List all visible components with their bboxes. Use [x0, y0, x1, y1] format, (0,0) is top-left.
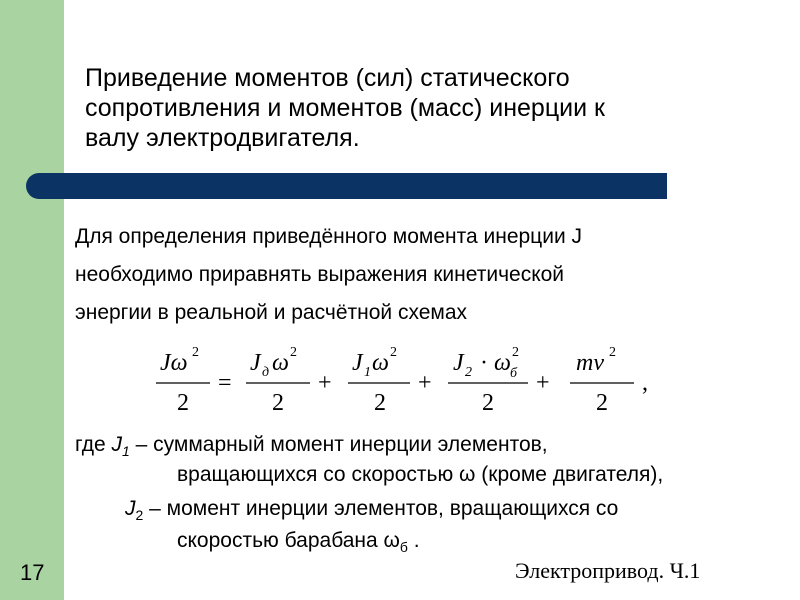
term4-j: J: [453, 350, 464, 376]
term4-sub: 2: [465, 365, 472, 380]
intro-paragraph: [75, 218, 775, 332]
j2-description: – момент инерции элементов, вращающихся со: [143, 497, 619, 520]
definition-line-3: [125, 496, 618, 528]
definition-line-2: [177, 462, 663, 488]
definition-prefix: где: [75, 433, 112, 456]
title-line-1: Приведение моментов (сил) статического: [85, 64, 570, 92]
definition-end: .: [407, 529, 420, 552]
formula-term-3: [348, 345, 410, 416]
j1-symbol: J: [111, 433, 122, 456]
term2-sub: д: [262, 365, 270, 380]
term4-omega: ω: [494, 350, 511, 376]
term4-sup: 2: [512, 345, 519, 360]
formula-plus-2: +: [418, 370, 432, 396]
j2-description-cont: скоростью барабана ω: [177, 529, 400, 552]
formula-equals: =: [218, 370, 232, 396]
intro-line-1: Для определения приведённого момента инерции J: [75, 225, 583, 248]
course-footer: Электропривод. Ч.1: [515, 558, 701, 583]
slide-title: [85, 63, 775, 153]
kinetic-energy-formula: [150, 340, 670, 420]
formula-plus-3: +: [536, 370, 550, 396]
j1-subscript: 1: [121, 443, 130, 460]
j1-description-cont: вращающихся со скоростью ω (кроме двигателя),: [177, 463, 664, 486]
definition-line-4: [177, 528, 420, 560]
formula-term-1: [156, 345, 210, 416]
term4-denominator: 2: [482, 390, 494, 416]
j1-description: – суммарный момент инерции элементов,: [129, 433, 548, 456]
page-number: 17: [20, 560, 45, 585]
j2-symbol: J: [125, 497, 136, 520]
intro-line-2: необходимо приравнять выражения кинетической: [75, 263, 565, 286]
term5-sup: 2: [609, 345, 616, 360]
term4-omega-sub: б: [510, 366, 518, 381]
formula-term-2: [246, 345, 310, 416]
term5-numerator: mv: [576, 350, 604, 376]
term5-denominator: 2: [596, 390, 608, 416]
term2-denominator: 2: [272, 390, 284, 416]
term3-sub: 1: [364, 365, 371, 380]
title-divider-bar: [26, 173, 667, 199]
title-divider-bar-end: [655, 173, 667, 199]
term2-j: J: [250, 350, 261, 376]
term4-dot: ·: [480, 350, 488, 376]
term3-sup: 2: [390, 345, 397, 360]
term3-j: J: [352, 350, 363, 376]
term1-numerator: Jω: [160, 350, 188, 376]
term2-sup: 2: [290, 345, 297, 360]
definition-line-1: [75, 432, 548, 464]
term2-omega: ω: [272, 350, 289, 376]
j2-subscript: 2: [135, 507, 144, 524]
term3-omega: ω: [372, 350, 389, 376]
intro-line-3: энергии в реальной и расчётной схемах: [75, 301, 468, 324]
term1-sup: 2: [192, 345, 199, 360]
title-line-3: валу электродвигателя.: [85, 124, 360, 152]
formula-term-5: [570, 345, 634, 416]
formula-comma: ,: [642, 370, 648, 396]
formula-plus-1: +: [318, 370, 332, 396]
term3-denominator: 2: [374, 390, 386, 416]
title-line-2: сопротивления и моментов (масс) инерции к: [85, 94, 605, 122]
formula-term-4: [448, 345, 528, 416]
omega-b-subscript: б: [399, 539, 408, 556]
term1-denominator: 2: [177, 390, 189, 416]
